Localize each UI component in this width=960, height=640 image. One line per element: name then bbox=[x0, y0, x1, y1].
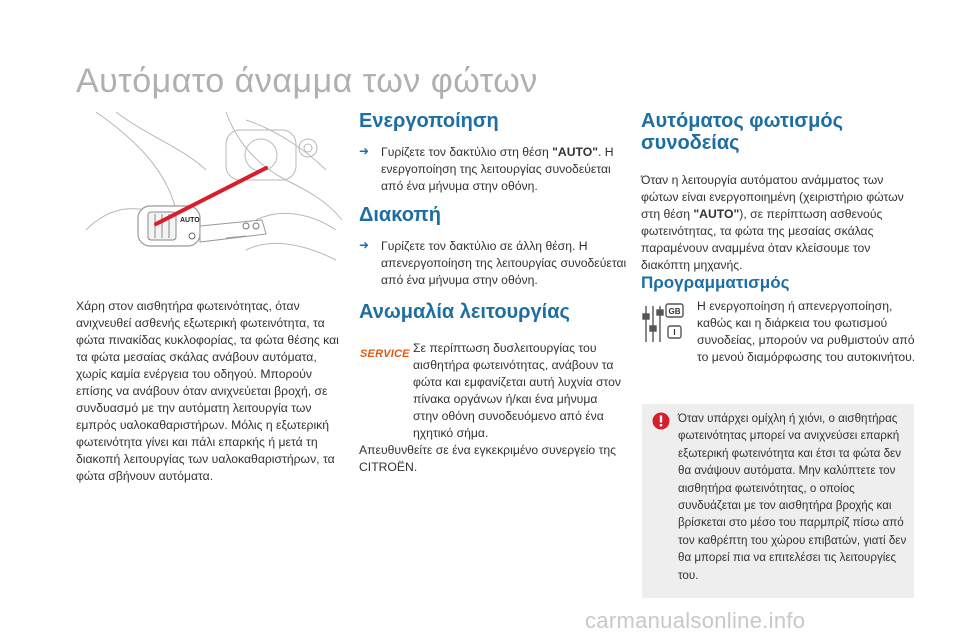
guide-lighting-text: Όταν η λειτουργία αυτόματου ανάμματος των φώτων είναι ενεργοποιημένη (χειριστήριο φώτων στη θέση "AUTO"), σε περίπτωση ασθενούς φωτεινότητας, τα φώτα της μεσαίας σκάλας παραμένουν αναμμένα όταν κλείσουμε τον διακόπτη μηχανής. bbox=[641, 173, 904, 272]
arrow-bullet-icon: ➜ bbox=[359, 238, 370, 252]
activation-heading: Ενεργοποίηση bbox=[359, 110, 499, 132]
service-warning-icon: SERVICE bbox=[360, 348, 410, 360]
malfunction-text: Σε περίπτωση δυσλειτουργίας του αισθητήρα φωτεινότητας, ανάβουν τα φώτα και εμφανίζεται αυτή λυχνία στον πίνακα οργάνων ή/και ένα μήνυμα στην οθόνη συνοδευόμενο από ένα ηχητικό σήμα. bbox=[413, 341, 622, 440]
malfunction-heading: Ανωμαλία λειτουργίας bbox=[359, 301, 570, 323]
programming-text: Η ενεργοποίηση ή απενεργοποίηση, καθώς και η διάρκεια του φωτισμού συνοδείας, μπορούν να ρυθμιστούν από το μενού διαμόρφωσης του αυτοκινήτου. bbox=[697, 299, 916, 364]
watermark: carmanualsonline.info bbox=[585, 608, 806, 633]
guide-lighting-heading: Αυτόματος φωτισμός συνοδείας bbox=[641, 110, 843, 154]
light-stalk-illustration bbox=[76, 110, 344, 286]
programming-heading: Προγραμματισμός bbox=[641, 273, 790, 292]
i-label: I bbox=[673, 328, 676, 337]
deactivation-heading: Διακοπή bbox=[359, 204, 441, 226]
auto-lighting-description: Χάρη στον αισθητήρα φωτεινότητας, όταν ανιχνευθεί ασθενής εξωτερική φωτεινότητα, τα φώτα πινακίδας κυκλοφορίας, τα φώτα θέσης και τα φώτα μεσαίας σκάλας ανάβουν αυτόματα, χωρίς καμία ενέργεια του οδηγού. Μπορούν επίσης να ανάβουν όταν ανιχνεύεται βροχή, σε συνδυασμό με την αυτόματη λειτουργία των εμπρός υαλοκαθαριστήρων. Μόλις η εξωτερική φωτεινότητα γίνει και πάλι επαρκής ή μετά τη διακοπή λειτουργίας των υαλοκαθαριστήρων, τα φώτα σβήνουν αυτόματα. bbox=[76, 299, 339, 483]
gb-label: GB bbox=[668, 307, 681, 316]
auto-keyword: "AUTO" bbox=[552, 145, 598, 159]
light-stalk-drawing bbox=[76, 110, 344, 286]
settings-gb-icon bbox=[640, 302, 686, 346]
pointer-arrow bbox=[156, 168, 266, 224]
warning-icon bbox=[652, 412, 670, 430]
activation-step: ➜ Γυρίζετε τον δακτύλιο στη θέση "AUTO". Η ενεργοποίηση της λειτουργίας συνοδεύεται από ένα μήνυμα στην οθόνη. bbox=[359, 144, 614, 193]
arrow-bullet-icon: ➜ bbox=[359, 144, 370, 158]
auto-label: AUTO bbox=[180, 217, 200, 224]
warning-text: Όταν υπάρχει ομίχλη ή χιόνι, ο αισθητήρας φωτεινότητας μπορεί να ανιχνεύσει επαρκή εξωτερική φωτεινότητα και έτσι τα φώτα δεν θα ανάψουν αυτόματα. Μην καλύπτετε τον αισθητήρα φωτεινότητας, ο οποίος συνδυάζεται με τον αισθητήρα βροχής και βρίσκεται στο μέσο του παρμπρίζ πίσω από τον καθρέπτη του χώρου επιβατών, γιατί δεν θα μπορεί πια να επιτελέσει τις λειτουργίες του. bbox=[678, 412, 907, 582]
page-title: Αυτόματο άναμμα των φώτων bbox=[76, 62, 538, 100]
malfunction-footer: Απευθυνθείτε σε ένα εγκεκριμένο συνεργείο της CITROËN. bbox=[359, 443, 617, 474]
deactivation-step: ➜ Γυρίζετε τον δακτύλιο σε άλλη θέση. Η απενεργοποίηση της λειτουργίας συνοδεύεται από ένα μήνυμα στην οθόνη. bbox=[359, 238, 627, 287]
